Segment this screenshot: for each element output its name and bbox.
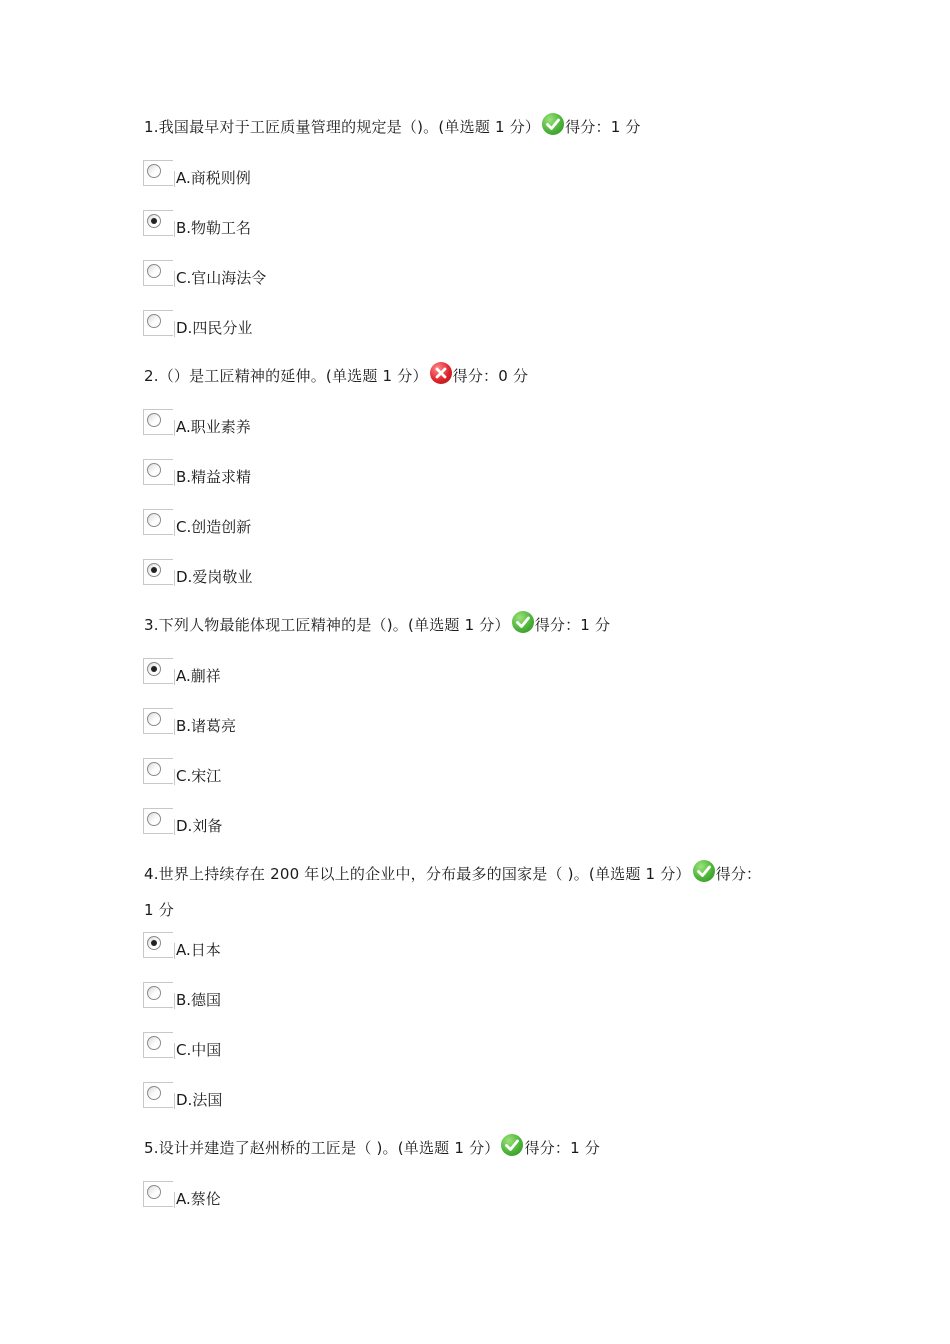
question-3-text: 3.下列人物最能体现工匠精神的是（)。(单选题 1 分）	[144, 616, 510, 634]
question-4-score-label: 得分：	[715, 865, 762, 883]
question-5	[144, 1131, 824, 1165]
radio-button[interactable]	[147, 986, 161, 1000]
radio-frame	[143, 260, 173, 286]
question-1-option-a[interactable]	[143, 160, 443, 190]
question-2-score: 得分：0 分	[452, 367, 529, 385]
option-label: A.职业素养	[176, 418, 251, 436]
radio-frame	[143, 1032, 173, 1058]
radio-button[interactable]	[147, 762, 161, 776]
radio-button-selected[interactable]	[147, 662, 161, 676]
radio-frame	[143, 758, 173, 784]
question-4	[144, 856, 824, 928]
option-label: B.诸葛亮	[176, 717, 237, 735]
question-5-text: 5.设计并建造了赵州桥的工匠是（ )。(单选题 1 分）	[144, 1139, 500, 1157]
question-4-score-value: 1 分	[144, 901, 174, 919]
radio-frame	[143, 459, 173, 485]
cross-icon	[430, 362, 452, 384]
question-4-option-b[interactable]	[143, 982, 443, 1012]
question-3-option-b[interactable]	[143, 708, 443, 738]
option-label: A.商税则例	[176, 169, 251, 187]
option-label: A.蒯祥	[176, 667, 221, 685]
radio-button[interactable]	[147, 812, 161, 826]
radio-frame	[143, 559, 173, 585]
radio-button[interactable]	[147, 413, 161, 427]
radio-button[interactable]	[147, 1086, 161, 1100]
question-2-option-d[interactable]	[143, 559, 443, 589]
check-icon	[501, 1134, 523, 1156]
radio-button-selected[interactable]	[147, 214, 161, 228]
question-4-option-d[interactable]	[143, 1082, 443, 1112]
option-label: D.刘备	[176, 817, 223, 835]
option-label: D.爱岗敬业	[176, 568, 253, 586]
radio-button[interactable]	[147, 264, 161, 278]
option-label: C.中国	[176, 1041, 222, 1059]
question-4-text: 4.世界上持续存在 200 年以上的企业中，分布最多的国家是（ )。(单选题 1 分）	[144, 865, 691, 883]
radio-frame	[143, 708, 173, 734]
question-1-score: 得分：1 分	[565, 118, 641, 136]
question-3	[144, 608, 824, 642]
question-1-option-d[interactable]	[143, 310, 443, 340]
radio-frame	[143, 1082, 173, 1108]
option-label: B.精益求精	[176, 468, 252, 486]
question-5-option-a[interactable]	[143, 1181, 443, 1211]
option-label: B.物勒工名	[176, 219, 252, 237]
radio-button[interactable]	[147, 1185, 161, 1199]
radio-frame	[143, 160, 173, 186]
question-4-option-a[interactable]	[143, 932, 443, 962]
question-3-option-c[interactable]	[143, 758, 443, 788]
radio-frame	[143, 932, 173, 958]
radio-button[interactable]	[147, 463, 161, 477]
radio-button[interactable]	[147, 712, 161, 726]
question-2	[144, 359, 824, 393]
radio-button[interactable]	[147, 1036, 161, 1050]
option-label: D.四民分业	[176, 319, 253, 337]
question-3-score: 得分：1 分	[534, 616, 611, 634]
question-1-option-b[interactable]	[143, 210, 443, 240]
option-label: C.官山海法令	[176, 269, 267, 287]
option-label: C.宋江	[176, 767, 222, 785]
question-3-option-d[interactable]	[143, 808, 443, 838]
option-label: B.德国	[176, 991, 222, 1009]
question-1	[144, 110, 824, 144]
radio-frame	[143, 310, 173, 336]
option-label: C.创造创新	[176, 518, 252, 536]
option-label: A.日本	[176, 941, 221, 959]
radio-frame	[143, 808, 173, 834]
radio-frame	[143, 1181, 173, 1207]
check-icon	[512, 611, 534, 633]
question-1-text: 1.我国最早对于工匠质量管理的规定是（)。(单选题 1 分）	[144, 118, 541, 136]
check-icon	[542, 113, 564, 135]
option-label: A.蔡伦	[176, 1190, 221, 1208]
question-5-score: 得分：1 分	[524, 1139, 600, 1157]
question-2-option-b[interactable]	[143, 459, 443, 489]
question-4-option-c[interactable]	[143, 1032, 443, 1062]
radio-frame	[143, 210, 173, 236]
question-2-text: 2.（）是工匠精神的延伸。(单选题 1 分）	[144, 367, 428, 385]
radio-frame	[143, 409, 173, 435]
radio-button[interactable]	[147, 164, 161, 178]
check-icon	[693, 860, 715, 882]
radio-frame	[143, 982, 173, 1008]
question-3-option-a[interactable]	[143, 658, 443, 688]
question-2-option-a[interactable]	[143, 409, 443, 439]
radio-button[interactable]	[147, 314, 161, 328]
radio-button-selected[interactable]	[147, 936, 161, 950]
question-2-option-c[interactable]	[143, 509, 443, 539]
radio-frame	[143, 658, 173, 684]
radio-button[interactable]	[147, 513, 161, 527]
option-label: D.法国	[176, 1091, 223, 1109]
question-1-option-c[interactable]	[143, 260, 443, 290]
radio-frame	[143, 509, 173, 535]
radio-button-selected[interactable]	[147, 563, 161, 577]
